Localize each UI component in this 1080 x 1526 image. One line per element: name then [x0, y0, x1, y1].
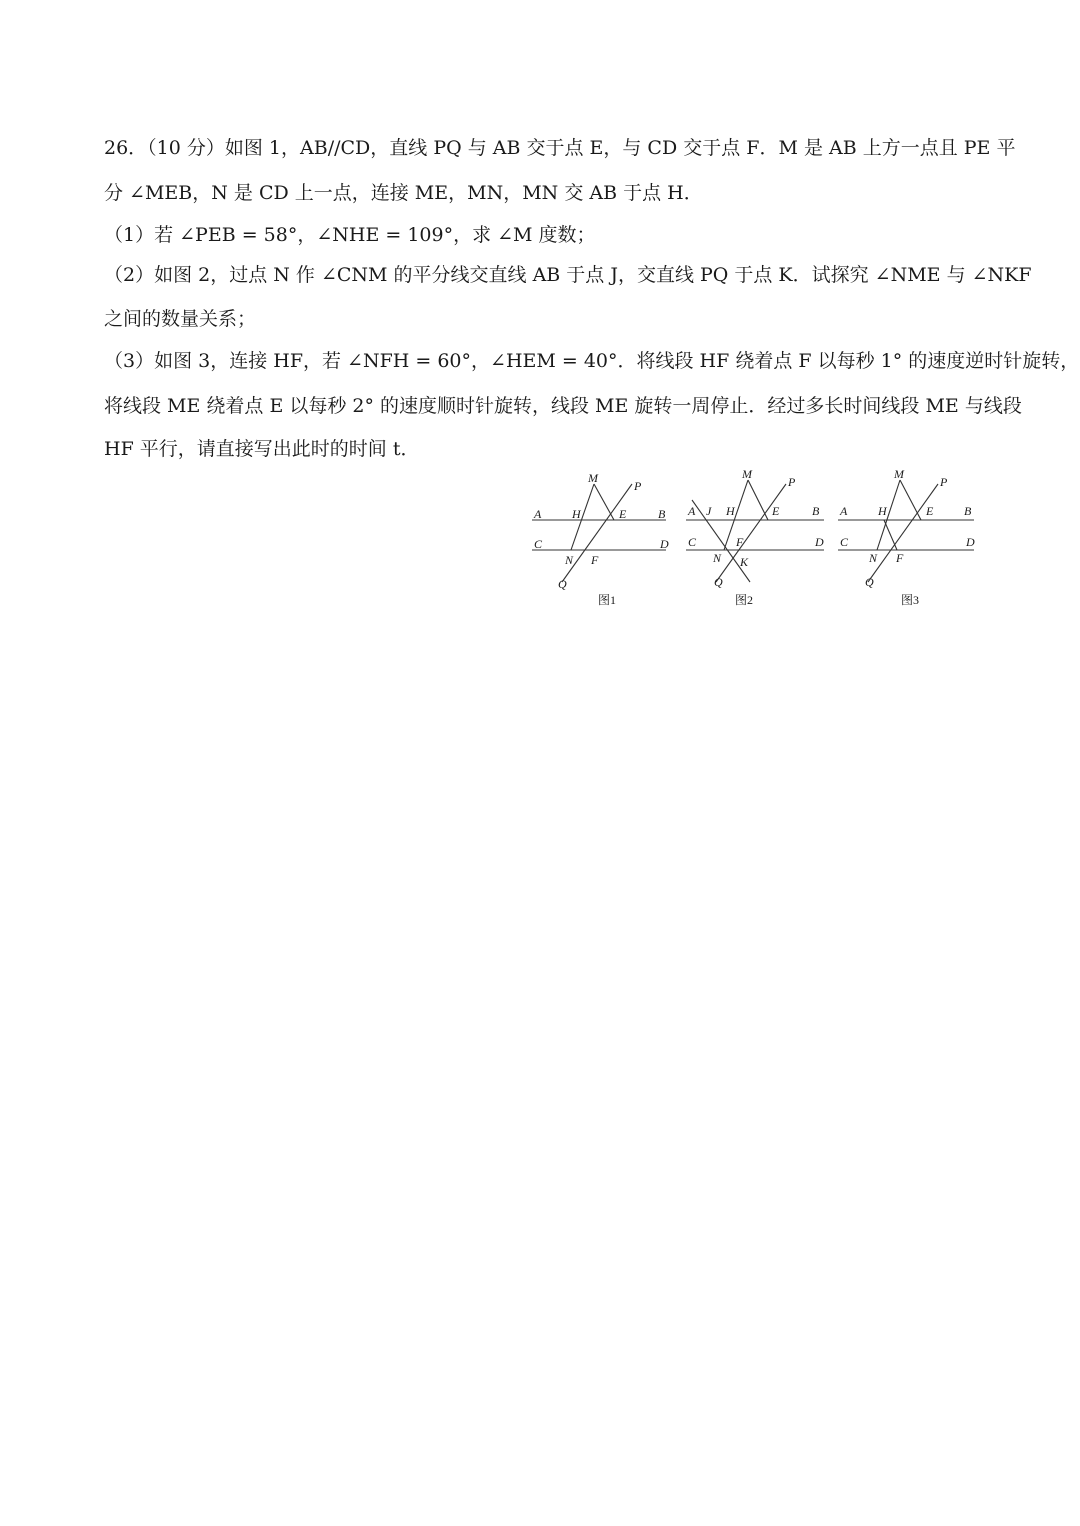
label-p: P	[634, 479, 642, 493]
problem-line-2: 分 ∠MEB，N 是 CD 上一点，连接 ME，MN，MN 交 AB 于点 H．	[104, 182, 703, 204]
line-me	[748, 480, 768, 520]
label-n: N	[869, 551, 878, 565]
label-d: D	[815, 535, 824, 549]
line-pq	[716, 484, 786, 582]
line-me	[594, 484, 614, 520]
label-h: H	[726, 504, 735, 518]
label-a: A	[688, 504, 696, 518]
figures-group	[528, 468, 978, 618]
label-f: F	[896, 551, 904, 565]
label-n: N	[565, 553, 574, 567]
part-2-line-2: 之间的数量关系；	[104, 308, 257, 330]
problem-line-1: 26．（10 分）如图 1，AB//CD，直线 PQ 与 AB 交于点 E，与 CD 交于点 F．M 是 AB 上方一点且 PE 平	[104, 137, 1016, 159]
label-h: H	[878, 504, 887, 518]
part-3-line-1: （3）如图 3，连接 HF，若 ∠NFH = 60°，∠HEM = 40°．将线段 HF 绕着点 F 以每秒 1° 的速度逆时针旋转，	[104, 350, 1080, 372]
label-e: E	[772, 504, 780, 518]
figure-1	[532, 471, 669, 607]
figures-svg	[528, 468, 978, 618]
label-c: C	[688, 535, 697, 549]
label-h: H	[572, 507, 581, 521]
figure-3	[838, 468, 975, 607]
line-pq	[868, 484, 938, 582]
figure-1-caption: 图1	[598, 593, 617, 607]
label-f: F	[591, 553, 599, 567]
part-2-line-1: （2）如图 2，过点 N 作 ∠CNM 的平分线交直线 AB 于点 J，交直线 PQ 于点 K．试探究 ∠NME 与 ∠NKF	[104, 264, 1032, 286]
line-pq	[562, 484, 632, 582]
label-j: J	[706, 504, 712, 518]
figure-3-caption: 图3	[901, 593, 920, 607]
part-3-line-2: 将线段 ME 绕着点 E 以每秒 2° 的速度顺时针旋转，线段 ME 旋转一周停止．经过多长时间线段 ME 与线段	[104, 395, 1022, 417]
line-me	[900, 480, 921, 520]
figure-2-caption: 图2	[735, 593, 754, 607]
label-b: B	[812, 504, 820, 518]
label-m: M	[588, 471, 598, 485]
label-d: D	[660, 537, 669, 551]
label-b: B	[658, 507, 666, 521]
label-e: E	[926, 504, 934, 518]
label-m: M	[894, 468, 904, 481]
label-q: Q	[558, 577, 567, 591]
label-f: F	[736, 535, 744, 549]
segment-hf	[884, 520, 897, 550]
part-3-line-3: HF 平行，请直接写出此时的时间 t．	[104, 438, 420, 460]
label-p: P	[940, 475, 948, 489]
label-k: K	[740, 555, 749, 569]
label-e: E	[619, 507, 627, 521]
label-d: D	[966, 535, 975, 549]
label-c: C	[534, 537, 543, 551]
label-q: Q	[865, 575, 874, 589]
label-p: P	[788, 475, 796, 489]
figure-2	[686, 468, 824, 607]
label-c: C	[840, 535, 849, 549]
label-a: A	[534, 507, 542, 521]
label-m: M	[742, 468, 752, 481]
label-a: A	[840, 504, 848, 518]
label-b: B	[964, 504, 972, 518]
label-q: Q	[714, 575, 723, 589]
label-n: N	[713, 551, 722, 565]
part-1: （1）若 ∠PEB = 58°，∠NHE = 109°，求 ∠M 度数；	[104, 224, 596, 246]
